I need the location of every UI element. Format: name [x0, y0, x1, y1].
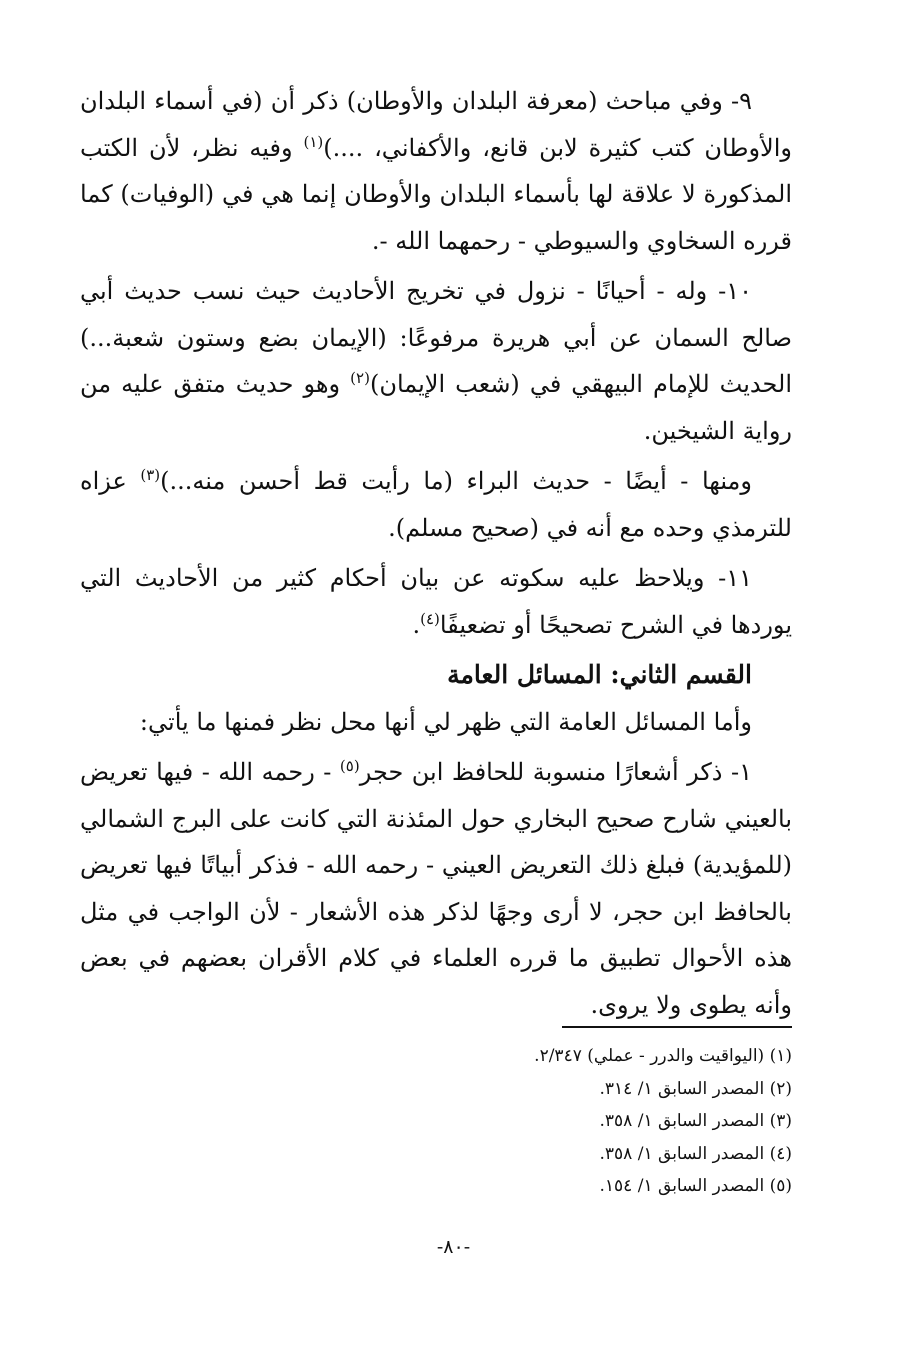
footnote-separator — [562, 1026, 792, 1028]
paragraph-10 — [80, 268, 792, 454]
paragraph-text: ومنها - أيضًا - حديث البراء (ما رأيت قط أحسن منه...) — [160, 467, 753, 495]
paragraph-text: وأما المسائل العامة التي ظهر لي أنها محل نظر فمنها ما يأتي: — [139, 707, 752, 736]
paragraph-text: وهو حديث متفق عليه من رواية الشيخين. — [80, 370, 792, 445]
paragraph-text: ١٠- وله - أحيانًا - نزول في تخريج الأحاديث حيث نسب حديث أبي صالح السمان عن أبي هريرة مرفوعًا: (الإيمان بضع وستون شعبة...) الحديث للإمام البيهقي في (شعب الإيمان) — [80, 277, 792, 398]
page-body — [80, 78, 792, 1032]
paragraph-text: وفيه نظر، لأن الكتب المذكورة لا علاقة لها بأسماء البلدان والأوطان إنما هي في (الوفيات) كما قرره السخاوي والسيوطي - رحمهما الله -. — [80, 133, 792, 255]
page-number: -٨٠- — [436, 1236, 471, 1258]
section-heading: القسم الثاني: المسائل العامة — [447, 660, 752, 689]
paragraph-text: عزاه للترمذي وحده مع أنه في (صحيح مسلم). — [80, 467, 792, 542]
footnote-ref: (٣) — [140, 466, 161, 484]
paragraph-text: ٩- وفي مباحث (معرفة البلدان والأوطان) ذكر أن (في أسماء البلدان والأوطان كتب كثيرة لابن قانع، والأكفاني، ....) — [80, 87, 792, 162]
footnote-1: (١) (اليواقيت والدرر - عملي) ٢/٣٤٧. — [534, 1046, 792, 1066]
footnote-2: (٢) المصدر السابق ١/ ٣١٤. — [599, 1078, 792, 1099]
paragraph-9 — [80, 78, 792, 264]
section-intro — [80, 699, 792, 746]
paragraph-text: ١- ذكر أشعارًا منسوبة للحافظ ابن حجر — [359, 758, 753, 786]
footnote-ref: (٥) — [339, 757, 360, 775]
paragraph-text: - رحمه الله - فيها تعريض بالعيني شارح صحيح البخاري حول المئذنة التي كانت على البرج الشمالي (للمؤيدية) فبلغ ذلك التعريض العيني - رحمه الله - فذكر أبياتًا فيها تعريض بالحافظ ابن حجر، لا أرى وجهًا لذكر هذه الأشعار - لأن الواجب في مثل هذه الأحوال تطبيق ما قرره العلماء في كلام الأقران بعضهم في بعض وأنه يطوى ولا يروى. — [80, 758, 792, 1019]
section-item-1 — [80, 749, 792, 1028]
paragraph-10-continued — [80, 458, 792, 551]
footnote-ref: (١) — [303, 132, 324, 151]
footnote-ref: (٢) — [350, 369, 370, 387]
footnote-3: (٣) المصدر السابق ١/ ٣٥٨. — [599, 1111, 792, 1131]
footnote-ref: (٤) — [420, 609, 440, 628]
paragraph-text: ١١- ويلاحظ عليه سكوته عن بيان أحكام كثير من الأحاديث التي يوردها في الشرح تصحيحًا أو تضعيفًا — [80, 564, 792, 639]
footnote-4: (٤) المصدر السابق ١/ ٣٥٨. — [599, 1143, 792, 1164]
paragraph-11 — [80, 555, 792, 648]
footnotes-list — [272, 1040, 792, 1203]
paragraph-text: . — [412, 610, 421, 639]
footnote-5: (٥) المصدر السابق ١/ ١٥٤. — [599, 1176, 792, 1196]
